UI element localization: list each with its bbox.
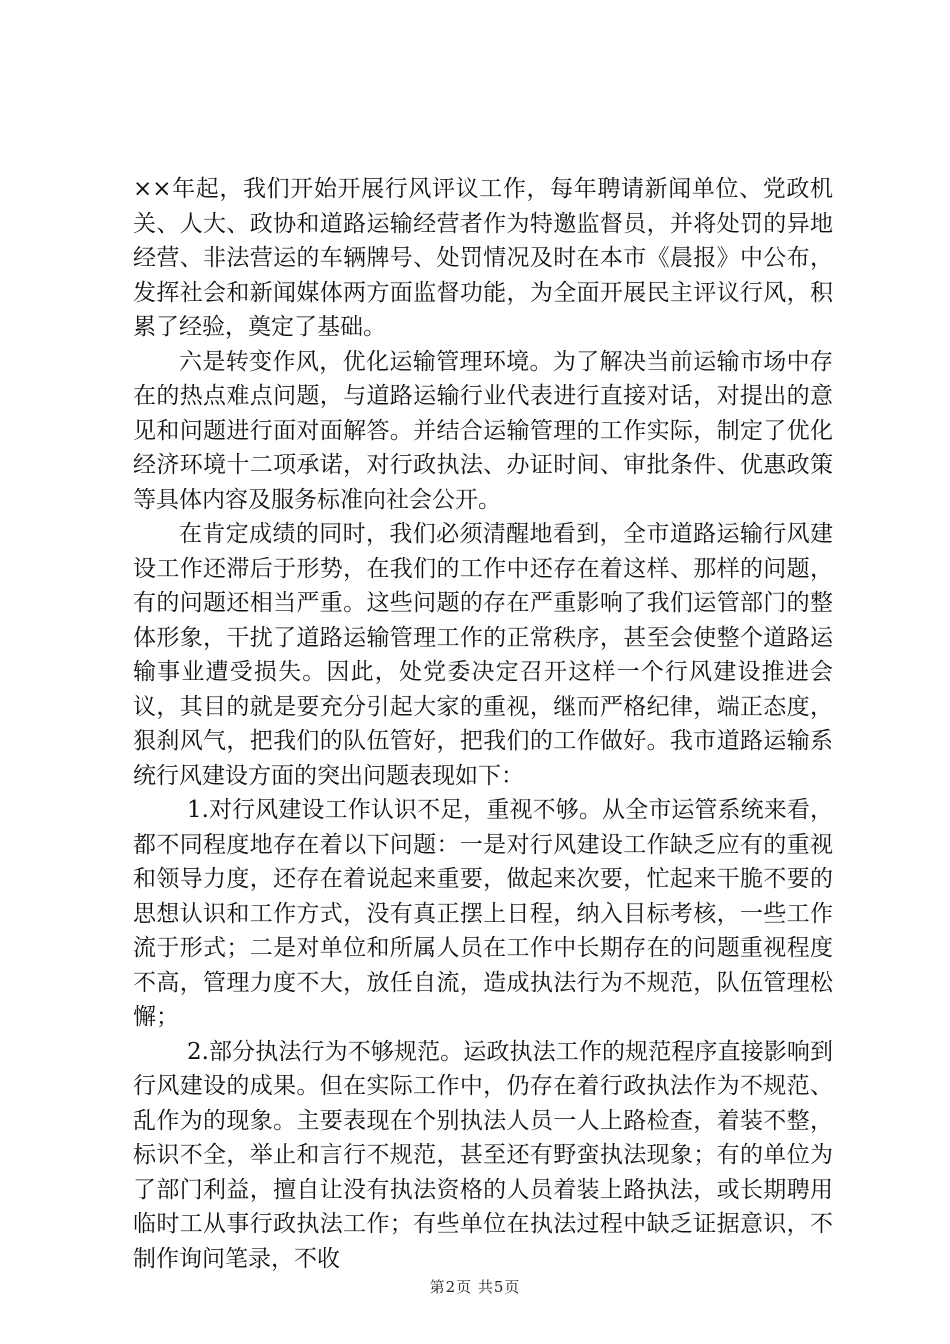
paragraph-3: 在肯定成绩的同时，我们必须清醒地看到，全市道路运输行风建设工作还滞后于形势，在我们的工作中还存在着这样、那样的问题，有的问题还相当严重。这些问题的存在严重影响了我们运管部门的整体形象，干扰了道路运输管理工作的正常秩序，甚至会使整个道路运输事业遭受损失。因此，处党委决定召开这样一个行风建设推进会议，其目的就是要充分引起大家的重视，继而严格纪律，端正态度，狠刹风气，把我们的队伍管好，把我们的工作做好。我市道路运输系统行风建设方面的突出问题表现如下：	[133, 521, 833, 789]
paragraph-2: 六是转变作风，优化运输管理环境。为了解决当前运输市场中存在的热点难点问题，与道路运输行业代表进行直接对话，对提出的意见和问题进行面对面解答。并结合运输管理的工作实际，制定了优化经济环境十二项承诺，对行政执法、办证时间、审批条件、优惠政策等具体内容及服务标准向社会公开。	[133, 348, 833, 513]
document-body	[133, 172, 833, 1276]
page-footer: 第2页 共5页	[429, 1278, 521, 1296]
paragraph-1: ××年起，我们开始开展行风评议工作，每年聘请新闻单位、党政机关、人大、政协和道路运输经营者作为特邀监督员，并将处罚的异地经营、非法营运的车辆牌号、处罚情况及时在本市《晨报》中公布，发挥社会和新闻媒体两方面监督功能，为全面开展民主评议行风，积累了经验，奠定了基础。	[133, 176, 833, 340]
paragraph-5: 2.部分执法行为不够规范。运政执法工作的规范程序直接影响到行风建设的成果。但在实际工作中，仍存在着行政执法作为不规范、乱作为的现象。主要表现在个别执法人员一人上路检查，着装不整，标识不全，举止和言行不规范，甚至还有野蛮执法现象；有的单位为了部门利益，擅自让没有执法资格的人员着装上路执法，或长期聘用临时工从事行政执法工作；有些单位在执法过程中缺乏证据意识，不制作询问笔录，不收	[133, 1038, 833, 1272]
paragraph-4: 1.对行风建设工作认识不足，重视不够。从全市运管系统来看，都不同程度地存在着以下问题：一是对行风建设工作缺乏应有的重视和领导力度，还存在着说起来重要，做起来次要，忙起来干脆不要的思想认识和工作方式，没有真正摆上日程，纳入目标考核，一些工作流于形式；二是对单位和所属人员在工作中长期存在的问题重视程度不高，管理力度不大，放任自流，造成执法行为不规范，队伍管理松懈；	[133, 797, 833, 1030]
